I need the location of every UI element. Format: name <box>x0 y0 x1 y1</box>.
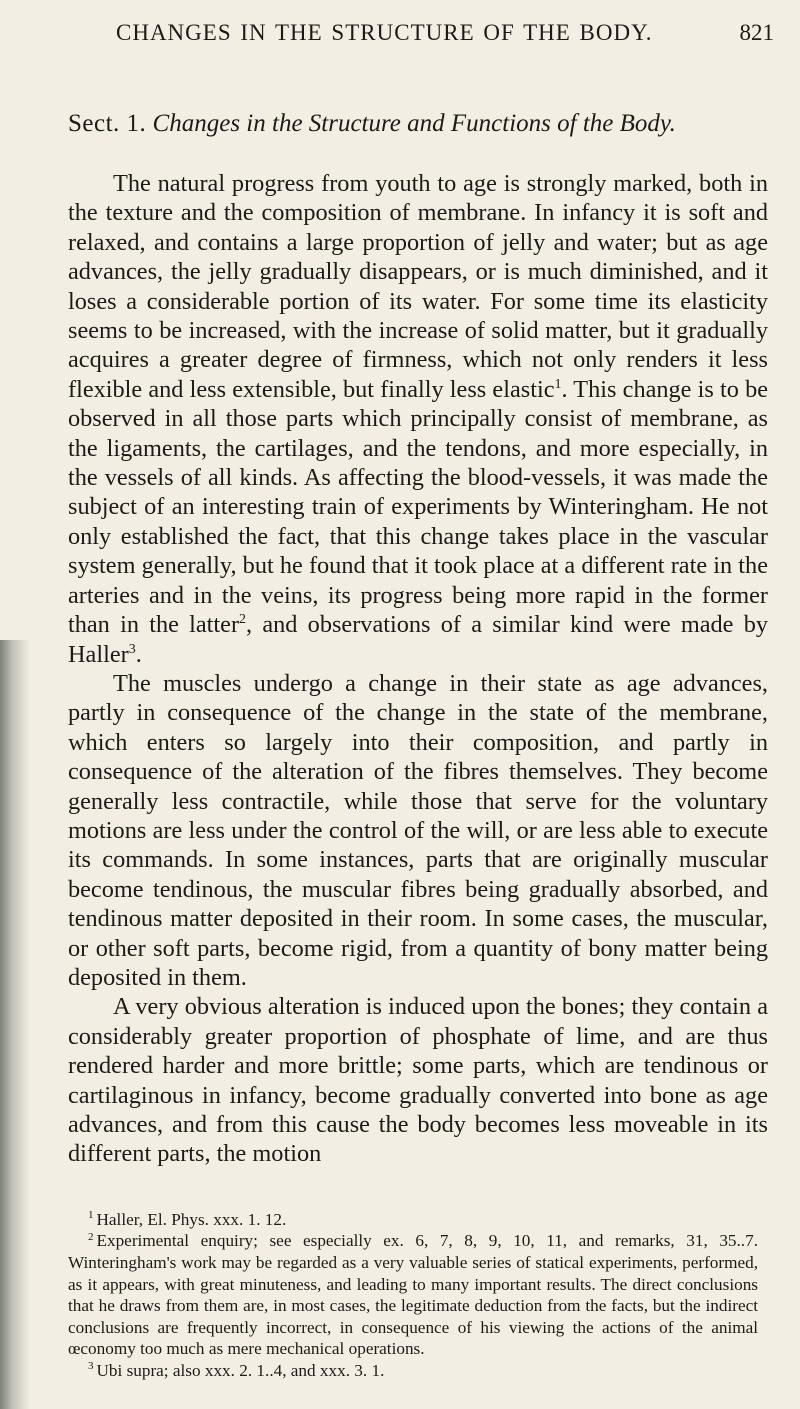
paragraph-bones <box>68 992 768 1168</box>
footnote-text: Ubi supra; also xxx. 2. 1..4, and xxx. 3. 1. <box>96 1360 385 1380</box>
footnote-text: Haller, El. Phys. xxx. 1. 12. <box>96 1209 287 1229</box>
footnote-2 <box>68 1230 758 1360</box>
paragraph-text: , and observations of a similar kind were made by Haller <box>68 611 768 668</box>
paragraph-muscles <box>68 669 768 992</box>
running-head-title: CHANGES IN THE STRUCTURE OF THE BODY. <box>116 20 653 45</box>
running-head <box>48 0 778 62</box>
footnote-1 <box>68 1209 758 1231</box>
footnotes <box>68 1209 758 1382</box>
binding-gutter-shadow <box>0 640 30 1409</box>
paragraph-membrane <box>68 169 768 669</box>
footnote-3 <box>68 1360 758 1382</box>
section-title: Changes in the Structure and Functions of the Body. <box>152 110 676 137</box>
section-label: Sect. 1. <box>68 110 147 137</box>
section-heading <box>68 107 778 141</box>
book-page <box>48 0 778 1382</box>
page-number: 821 <box>739 20 774 45</box>
paragraph-text: . This change is to be observed in all those parts which principally consist of membrane, as the ligaments, the cartilages, and the tendons, and more especially, in the vessels of all kinds. As affecting the blood-vessels, it was made the subject of an interesting train of experiments by Winteringham. He not only established the fact, that this change takes place in the vascular system generally, but he found that it took place at a different rate in the arteries and in the veins, its progress being more rapid in the former than in the latter <box>68 375 768 639</box>
paragraph-text: A very obvious alteration is induced upon the bones; they contain a considerably greater proportion of phosphate of lime, and are thus rendered harder and more brittle; some parts, which are tendinous or cartilaginous in infancy, become gradually converted into bone as age advances, and from this cause the body becomes less moveable in its different parts, the motion <box>68 993 768 1168</box>
footnote-mark: 2 <box>88 1230 94 1243</box>
footnote-mark: 1 <box>88 1209 94 1222</box>
footnote-reference[interactable]: 3 <box>128 641 136 657</box>
body-text <box>68 169 768 1169</box>
footnote-text: Experimental enquiry; see especially ex. 6, 7, 8, 9, 10, 11, and remarks, 31, 35..7. Winteringham's work may be regarded as a very valuable series of statical experiments, performed, as it appears, with great minuteness, and leading to many important results. The direct conclusions that he draws from them are, in most cases, the legitimate deduction from the facts, but the indirect conclusions are frequently incorrect, in consequence of his viewing the actions of the animal œconomy too much as mere mechanical operations. <box>68 1231 758 1359</box>
paragraph-text: . <box>135 640 142 668</box>
paragraph-text: The muscles undergo a change in their state as age advances, partly in consequence of the change in the state of the membrane, which enters so largely into their composition, and partly in consequence of the alteration of the fibres themselves. They become generally less contractile, while those that serve for the voluntary motions are less under the control of the will, or are less able to execute its commands. In some instances, parts that are originally muscular become tendinous, the muscular fibres being gradually absorbed, and tendinous matter deposited in their room. In some cases, the muscular, or other soft parts, become rigid, from a quantity of bony matter being deposited in them. <box>68 669 768 991</box>
paragraph-text: The natural progress from youth to age is strongly marked, both in the texture and the composition of membrane. In infancy it is soft and relaxed, and contains a large proportion of jelly and water; but as age advances, the jelly gradually disappears, or is much diminished, and it loses a considerable portion of its water. For some time its elasticity seems to be increased, with the increase of solid matter, but it gradually acquires a greater degree of firmness, which not only renders it less flexible and less extensible, but finally less elastic <box>68 170 768 403</box>
footnote-mark: 3 <box>88 1360 94 1373</box>
footnote-reference[interactable]: 1 <box>554 376 562 392</box>
footnote-reference[interactable]: 2 <box>239 612 247 627</box>
